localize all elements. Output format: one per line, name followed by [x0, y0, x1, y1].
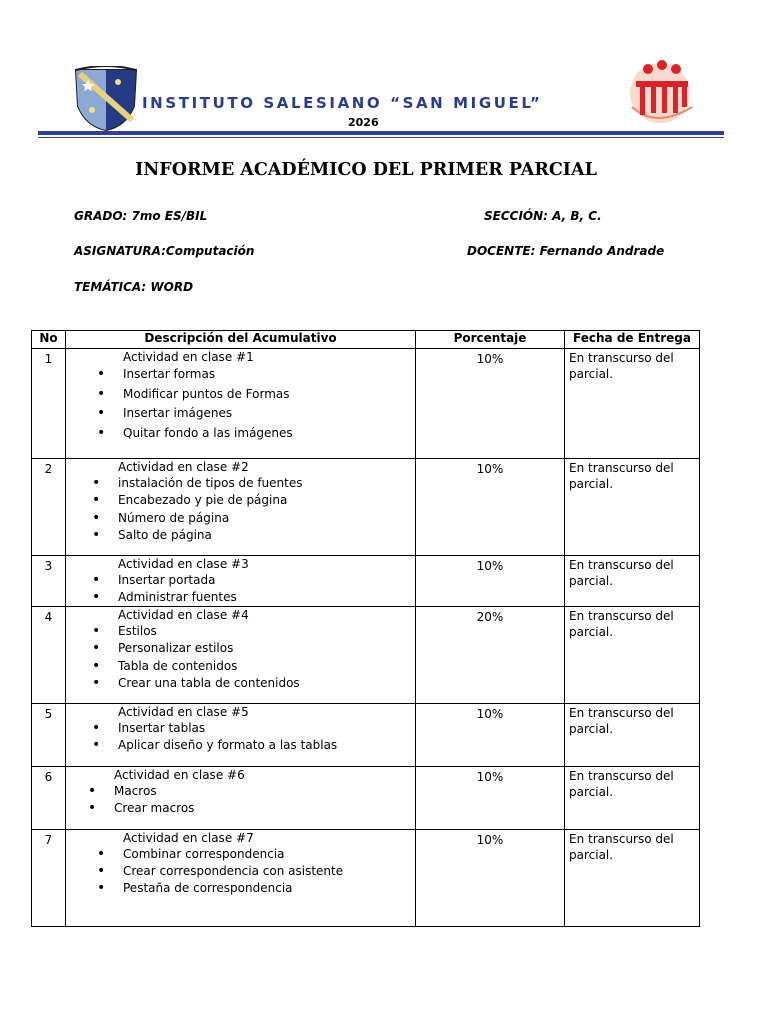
row-description: [66, 459, 416, 556]
report-title: INFORME ACADÉMICO DEL PRIMER PARCIAL: [135, 160, 597, 180]
row-due-date: En transcurso del parcial.: [565, 349, 700, 459]
activity-title: Actividad en clase #5: [118, 705, 249, 719]
activity-title: Actividad en clase #1: [123, 350, 254, 364]
row-number: 5: [32, 704, 66, 767]
list-item: • Insertar portada: [118, 572, 415, 589]
activity-items: [66, 572, 415, 606]
docente-field: DOCENTE: Fernando Andrade: [467, 244, 665, 258]
activity-items: [66, 623, 415, 692]
list-item: • Modificar puntos de Formas: [123, 385, 415, 405]
row-description: [66, 704, 416, 767]
activity-title: Actividad en clase #7: [123, 831, 254, 845]
list-item: • Crear una tabla de contenidos: [118, 675, 415, 692]
school-crest-icon: [74, 66, 138, 132]
row-percentage: 20%: [416, 607, 565, 704]
salesian-family-logo-icon: [626, 57, 698, 127]
activity-title: Actividad en clase #3: [118, 557, 249, 571]
row-percentage: 10%: [416, 349, 565, 459]
activity-title: Actividad en clase #6: [114, 768, 245, 782]
list-item: • Insertar tablas: [118, 720, 415, 737]
row-percentage: 10%: [416, 459, 565, 556]
list-item: • Combinar correspondencia: [123, 846, 415, 863]
institution-name: INSTITUTO SALESIANO “SAN MIGUEL”: [142, 94, 543, 112]
header-fecha: Fecha de Entrega: [565, 331, 700, 349]
header-no: No: [32, 331, 66, 349]
activity-title: Actividad en clase #2: [118, 460, 249, 474]
activity-items: [66, 720, 415, 754]
document-year: 2026: [348, 116, 379, 129]
list-item: • Crear macros: [114, 800, 415, 817]
row-due-date: En transcurso del parcial.: [565, 704, 700, 767]
row-description: [66, 830, 416, 927]
row-number: 6: [32, 767, 66, 830]
row-number: 3: [32, 556, 66, 607]
list-item: • Pestaña de correspondencia: [123, 880, 415, 897]
row-description: [66, 607, 416, 704]
activity-items: [66, 365, 415, 443]
list-item: • Quitar fondo a las imágenes: [123, 424, 415, 444]
row-description: [66, 349, 416, 459]
header-descripcion: Descripción del Acumulativo: [66, 331, 416, 349]
row-description: [66, 556, 416, 607]
row-percentage: 10%: [416, 704, 565, 767]
table-row: [32, 349, 700, 459]
row-due-date: En transcurso del parcial.: [565, 459, 700, 556]
assessment-table: [31, 330, 700, 927]
activity-title: Actividad en clase #4: [118, 608, 249, 622]
row-number: 7: [32, 830, 66, 927]
row-due-date: En transcurso del parcial.: [565, 830, 700, 927]
list-item: • Insertar imágenes: [123, 404, 415, 424]
list-item: • Número de página: [118, 510, 415, 527]
list-item: • Macros: [114, 783, 415, 800]
header-porcentaje: Porcentaje: [416, 331, 565, 349]
asignatura-field: ASIGNATURA:Computación: [74, 244, 255, 258]
table-row: [32, 830, 700, 927]
row-percentage: 10%: [416, 556, 565, 607]
list-item: • Aplicar diseño y formato a las tablas: [118, 737, 415, 754]
tematica-field: TEMÁTICA: WORD: [74, 280, 194, 294]
row-percentage: 10%: [416, 830, 565, 927]
table-row: [32, 704, 700, 767]
seccion-field: SECCIÓN: A, B, C.: [484, 209, 602, 223]
list-item: • instalación de tipos de fuentes: [118, 475, 415, 492]
list-item: • Tabla de contenidos: [118, 658, 415, 675]
row-due-date: En transcurso del parcial.: [565, 556, 700, 607]
activity-items: [66, 475, 415, 544]
table-header-row: [32, 331, 700, 349]
list-item: • Insertar formas: [123, 365, 415, 385]
header-rule-thick: [38, 131, 724, 135]
grado-field: GRADO: 7mo ES/BIL: [74, 209, 208, 223]
list-item: • Personalizar estilos: [118, 640, 415, 657]
row-due-date: En transcurso del parcial.: [565, 607, 700, 704]
header-rule-thin: [38, 137, 724, 138]
activity-items: [66, 846, 415, 897]
row-number: 4: [32, 607, 66, 704]
list-item: • Crear correspondencia con asistente: [123, 863, 415, 880]
table-row: [32, 556, 700, 607]
table-row: [32, 459, 700, 556]
list-item: • Salto de página: [118, 527, 415, 544]
row-description: [66, 767, 416, 830]
list-item: • Encabezado y pie de página: [118, 492, 415, 509]
list-item: • Estilos: [118, 623, 415, 640]
row-number: 2: [32, 459, 66, 556]
row-due-date: En transcurso del parcial.: [565, 767, 700, 830]
table-row: [32, 767, 700, 830]
list-item: • Administrar fuentes: [118, 589, 415, 606]
row-number: 1: [32, 349, 66, 459]
row-percentage: 10%: [416, 767, 565, 830]
table-row: [32, 607, 700, 704]
activity-items: [66, 783, 415, 817]
